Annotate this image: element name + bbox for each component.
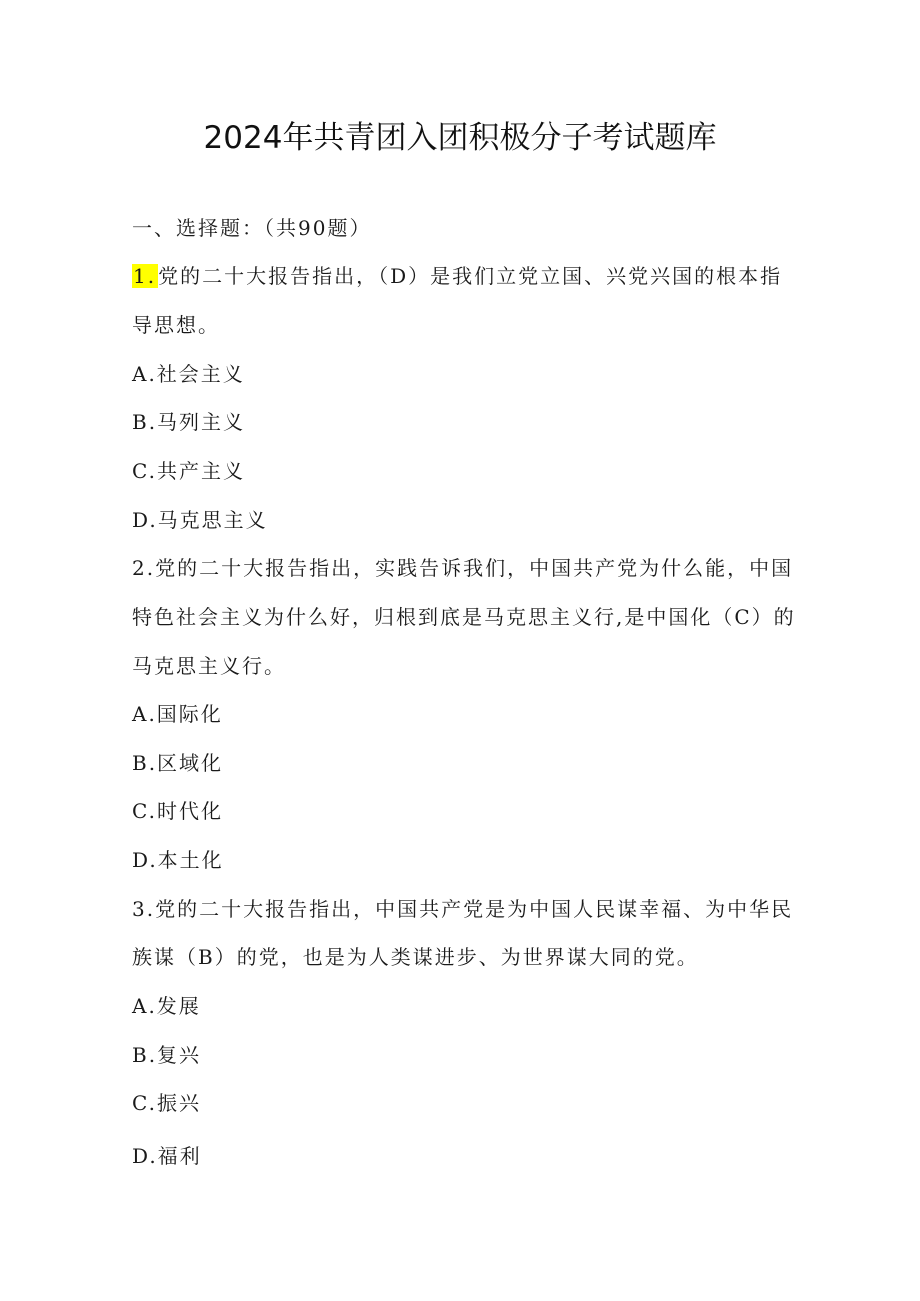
question-3-text: 党的二十大报告指出，中国共产党是为中国人民谋幸福、为中华民: [155, 897, 794, 921]
question-2-option-a: A.国际化: [132, 702, 223, 726]
question-2-line-3: 马克思主义行。: [132, 654, 286, 678]
question-2-line-1: [132, 554, 793, 582]
question-2-text: 党的二十大报告指出，实践告诉我们，中国共产党为什么能，中国: [155, 556, 794, 580]
question-3-line-2: 族谋（B）的党，也是为人类谋进步、为世界谋大同的党。: [132, 945, 699, 969]
question-2-number: 2.: [132, 556, 156, 580]
question-3-option-d: D.福利: [132, 1144, 202, 1168]
question-3-line-1: [132, 895, 793, 923]
question-1-line-1: [132, 262, 782, 290]
question-3-number: 3.: [132, 897, 156, 921]
question-3-option-c: C.振兴: [132, 1091, 201, 1115]
question-2-line-2: 特色社会主义为什么好，归根到底是马克思主义行,是中国化（C）的: [132, 605, 796, 629]
question-1-text: 党的二十大报告指出，（D）是我们立党立国、兴党兴国的根本指: [158, 264, 783, 288]
question-2-option-d: D.本土化: [132, 848, 224, 872]
question-1-option-b: B.马列主义: [132, 410, 246, 434]
question-1-option-d: D.马克思主义: [132, 508, 268, 532]
question-2-option-c: C.时代化: [132, 799, 223, 823]
question-1-number: 1.: [133, 264, 157, 288]
question-1-line-2: 导思想。: [132, 313, 220, 337]
question-1-option-c: C.共产主义: [132, 459, 245, 483]
section-heading: 一、选择题：（共90题）: [132, 216, 372, 240]
question-2-option-b: B.区域化: [132, 751, 224, 775]
question-1-option-a: A.社会主义: [132, 362, 245, 386]
document-title: 2024年共青团入团积极分子考试题库: [203, 120, 717, 156]
question-3-option-b: B.复兴: [132, 1043, 202, 1067]
question-3-option-a: A.发展: [132, 994, 201, 1018]
